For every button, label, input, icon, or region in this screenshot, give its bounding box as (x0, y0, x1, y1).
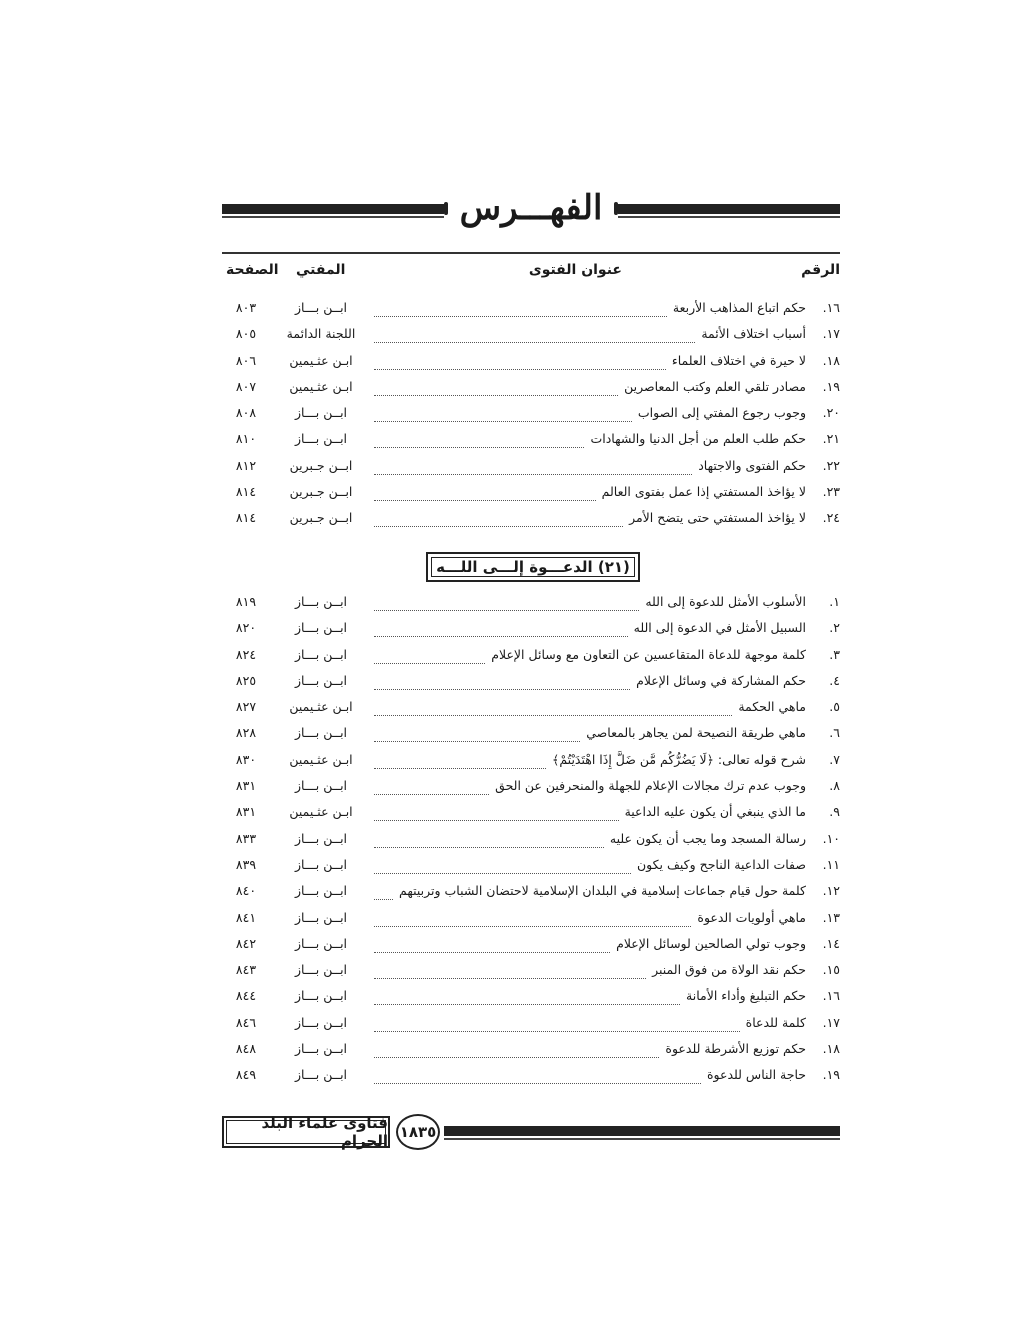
section-title: (٢١) الدعـــوة إلـــى اللـــه (436, 558, 630, 576)
row-mufti: ابــن بـــاز (294, 778, 348, 794)
row-page: ٨٤٨ (235, 1041, 257, 1057)
index-row (222, 427, 840, 453)
row-title: ماهي الحكمة (738, 699, 806, 715)
index-row (222, 1011, 840, 1037)
row-title: وجوب تولي الصالحين لوسائل الإعلام (616, 935, 806, 951)
row-title: حاجة الناس للدعوة (706, 1067, 806, 1083)
column-header-number: الرقم (801, 262, 840, 278)
row-number: ١٦. (822, 988, 840, 1004)
row-number: ٢٢. (822, 457, 840, 473)
row-title: حكم المشاركة في وسائل الإعلام (636, 672, 806, 688)
row-page: ٨٠٣ (235, 300, 257, 315)
index-row (222, 748, 840, 774)
title-rule-right (618, 204, 840, 214)
leader-dots (374, 643, 485, 664)
row-number: ٨. (829, 778, 840, 794)
row-number: ٥. (829, 699, 840, 715)
row-page: ٨٢٤ (235, 646, 257, 662)
row-mufti: ابــن بـــاز (294, 935, 348, 951)
row-page: ٨٤١ (235, 909, 257, 925)
row-number: ٢٤. (822, 510, 840, 526)
row-page: ٨٣١ (235, 804, 257, 820)
row-title: شرح قوله تعالى: ﴿لَا يَضُرُّكُم مَّن ضَلَّ إِذَا اهْتَدَيْتُمْ﴾ (552, 751, 806, 767)
index-row (222, 322, 840, 348)
row-title: لا يؤاخذ المستفتي حتى يتضح الأمر (629, 510, 806, 526)
column-header-page: الصفحة (226, 262, 279, 278)
index-row (222, 480, 840, 506)
row-page: ٨٣٩ (235, 856, 257, 872)
row-mufti: ابــن بـــاز (294, 856, 348, 872)
index-row (222, 1063, 840, 1089)
row-page: ٨٠٧ (235, 378, 257, 394)
row-number: ٦. (829, 725, 840, 741)
index-row (222, 375, 840, 401)
row-number: ٢٣. (822, 484, 840, 500)
row-mufti: ابــن جـبرين (289, 484, 353, 500)
row-mufti: ابــن بـــاز (294, 431, 348, 447)
leader-dots (374, 748, 546, 769)
row-page: ٨١٤ (235, 510, 257, 526)
column-header-mufti: المفتي (296, 262, 346, 278)
row-title: ماهي أولويات الدعوة (697, 909, 806, 925)
row-mufti: ابــن جـبرين (289, 457, 353, 473)
row-title: الأسلوب الأمثل للدعوة إلى الله (645, 594, 806, 609)
row-mufti: ابـن عثـيمين (289, 699, 353, 715)
row-mufti: ابـن عثـيمين (289, 751, 353, 767)
leader-dots (374, 401, 632, 422)
footer-rule (444, 1126, 840, 1136)
leader-dots (374, 1011, 740, 1032)
row-mufti: اللجنة الدائمة (286, 326, 356, 342)
index-row (222, 1037, 840, 1063)
row-number: ١٠. (822, 830, 840, 846)
leader-dots (374, 827, 604, 848)
leader-dots (374, 721, 580, 742)
row-number: ٤. (829, 672, 840, 688)
row-title: حكم اتباع المذاهب الأربعة (672, 300, 806, 315)
row-page: ٨٣١ (235, 778, 257, 794)
leader-dots (374, 427, 584, 448)
row-page: ٨٠٥ (235, 326, 257, 342)
leader-dots (374, 506, 623, 527)
row-title: السبيل الأمثل في الدعوة إلى الله (633, 620, 806, 636)
row-number: ١١. (822, 856, 840, 872)
row-mufti: ابــن بـــاز (294, 909, 348, 925)
title-rule-left (222, 204, 444, 214)
leader-dots (374, 669, 630, 690)
row-number: ٢. (829, 620, 840, 636)
leader-dots (374, 322, 695, 343)
row-title: ما الذي ينبغي أن يكون عليه الداعية (624, 804, 806, 820)
leader-dots (374, 695, 732, 716)
footer-book-title-box (222, 1116, 390, 1148)
row-page: ٨٢٥ (235, 672, 257, 688)
leader-dots (374, 454, 692, 475)
row-page: ٨١٤ (235, 484, 257, 500)
row-number: ١٧. (822, 1014, 840, 1030)
index-page (222, 170, 840, 1170)
row-page: ٨٢٠ (235, 620, 257, 636)
row-number: ١٢. (822, 883, 840, 899)
row-number: ٩. (829, 804, 840, 820)
row-mufti: ابــن بـــاز (294, 1067, 348, 1083)
row-title: لا يؤاخذ المستفتي إذا عمل بفتوى العالم (601, 484, 806, 500)
leader-dots (374, 375, 618, 396)
row-mufti: ابــن بـــاز (294, 725, 348, 741)
row-page: ٨٠٨ (235, 405, 257, 421)
header-divider (222, 252, 840, 254)
square-ornament-icon (444, 202, 448, 215)
index-row (222, 349, 840, 375)
row-mufti: ابــن بـــاز (294, 1014, 348, 1030)
row-number: ١٧. (822, 326, 840, 342)
row-number: ١٥. (822, 962, 840, 978)
footer-page-number: ١٨٣٥ (396, 1114, 440, 1150)
leader-dots (374, 480, 596, 501)
row-title: كلمة حول قيام جماعات إسلامية في البلدان الإسلامية لاحتضان الشباب وتربيتهم (399, 883, 806, 899)
column-header-title: عنوان الفتوى (528, 262, 622, 278)
page-title: الفهـــرس (459, 188, 603, 228)
index-row (222, 906, 840, 932)
index-row (222, 401, 840, 427)
row-number: ١٨. (822, 1041, 840, 1057)
row-number: ١٩. (822, 378, 840, 394)
index-row (222, 590, 840, 616)
row-number: ٧. (829, 751, 840, 767)
leader-dots (374, 932, 610, 953)
row-title: صفات الداعية الناجح وكيف يكون (636, 856, 806, 872)
leader-dots (374, 616, 628, 637)
column-headers (222, 262, 840, 288)
index-row (222, 853, 840, 879)
row-title: حكم توزيع الأشرطة للدعوة (665, 1041, 806, 1057)
title-banner (222, 188, 840, 228)
leader-dots (374, 879, 393, 900)
row-page: ٨٤٠ (235, 883, 257, 899)
row-title: حكم التبليغ وأداء الأمانة (686, 988, 806, 1004)
row-number: ٢٠. (822, 405, 840, 421)
index-row (222, 984, 840, 1010)
leader-dots (374, 800, 619, 821)
leader-dots (374, 853, 631, 874)
index-row (222, 454, 840, 480)
leader-dots (374, 590, 639, 611)
row-title: وجوب رجوع المفتي إلى الصواب (637, 405, 806, 421)
row-mufti: ابــن بـــاز (294, 988, 348, 1004)
index-row (222, 616, 840, 642)
leader-dots (374, 1063, 701, 1084)
row-mufti: ابـن عثـيمين (289, 352, 353, 368)
row-number: ١٤. (822, 935, 840, 951)
row-page: ٨٢٧ (235, 699, 257, 715)
row-title: كلمة موجهة للدعاة المتقاعسين عن التعاون مع وسائل الإعلام (491, 646, 806, 662)
index-row (222, 721, 840, 747)
leader-dots (374, 958, 646, 979)
row-page: ٨١٢ (235, 457, 257, 473)
title-box (448, 188, 614, 228)
index-row (222, 879, 840, 905)
index-row (222, 932, 840, 958)
index-row (222, 827, 840, 853)
row-title: وجوب عدم ترك مجالات الإعلام للجهلة والمنحرفين عن الحق (495, 778, 806, 794)
row-title: مصادر تلقي العلم وكتب المعاصرين (624, 378, 806, 394)
row-mufti: ابــن بـــاز (294, 883, 348, 899)
row-title: رسالة المسجد وما يجب أن يكون عليه (609, 830, 806, 846)
row-title: حكم طلب العلم من أجل الدنيا والشهادات (590, 431, 806, 447)
row-page: ٨٠٦ (235, 352, 257, 368)
leader-dots (374, 774, 489, 795)
row-mufti: ابـن عثـيمين (289, 378, 353, 394)
row-page: ٨٤٦ (235, 1014, 257, 1030)
index-list-top (222, 296, 840, 533)
row-mufti: ابــن جـبرين (289, 510, 353, 526)
leader-dots (374, 349, 666, 370)
index-row (222, 800, 840, 826)
row-number: ١٩. (822, 1067, 840, 1083)
row-mufti: ابــن بـــاز (294, 1041, 348, 1057)
index-row (222, 506, 840, 532)
section-heading (426, 552, 640, 582)
row-page: ٨٣٠ (235, 751, 257, 767)
row-mufti: ابــن بـــاز (294, 830, 348, 846)
index-row (222, 643, 840, 669)
row-number: ٢١. (822, 431, 840, 447)
leader-dots (374, 296, 667, 317)
row-number: ١٦. (822, 300, 840, 315)
row-title: حكم الفتوى والاجتهاد (698, 457, 806, 473)
index-row (222, 774, 840, 800)
row-mufti: ابــن بـــاز (294, 405, 348, 421)
row-page: ٨٢٨ (235, 725, 257, 741)
row-mufti: ابــن بـــاز (294, 672, 348, 688)
index-row (222, 296, 840, 322)
row-title: لا حيرة في اختلاف العلماء (671, 352, 806, 368)
row-mufti: ابــن بـــاز (294, 594, 348, 609)
index-row (222, 669, 840, 695)
index-list-bottom (222, 590, 840, 1090)
leader-dots (374, 1037, 659, 1058)
row-page: ٨٤٣ (235, 962, 257, 978)
leader-dots (374, 906, 691, 927)
row-mufti: ابــن بـــاز (294, 646, 348, 662)
index-row (222, 958, 840, 984)
row-title: ماهي طريقة النصيحة لمن يجاهر بالمعاصي (586, 725, 806, 741)
footer-book-title: فتاوى علماء البلد الحرام (261, 1114, 388, 1150)
row-title: حكم نقد الولاة من فوق المنبر (652, 962, 806, 978)
row-title: أسباب اختلاف الأئمة (701, 326, 806, 342)
row-number: ١٣. (822, 909, 840, 925)
leader-dots (374, 984, 680, 1005)
row-page: ٨٣٣ (235, 830, 257, 846)
row-number: ٣. (829, 646, 840, 662)
row-page: ٨٤٤ (235, 988, 257, 1004)
page-footer (222, 1114, 840, 1154)
row-number: ١٨. (822, 352, 840, 368)
row-title: كلمة للدعاة (745, 1014, 806, 1030)
row-page: ٨٤٩ (235, 1067, 257, 1083)
row-mufti: ابــن بـــاز (294, 300, 348, 315)
row-mufti: ابــن بـــاز (294, 962, 348, 978)
row-number: ١. (829, 594, 840, 609)
row-page: ٨١٩ (235, 594, 257, 609)
row-mufti: ابـن عثـيمين (289, 804, 353, 820)
row-page: ٨٤٢ (235, 935, 257, 951)
row-mufti: ابــن بـــاز (294, 620, 348, 636)
row-page: ٨١٠ (235, 431, 257, 447)
index-row (222, 695, 840, 721)
